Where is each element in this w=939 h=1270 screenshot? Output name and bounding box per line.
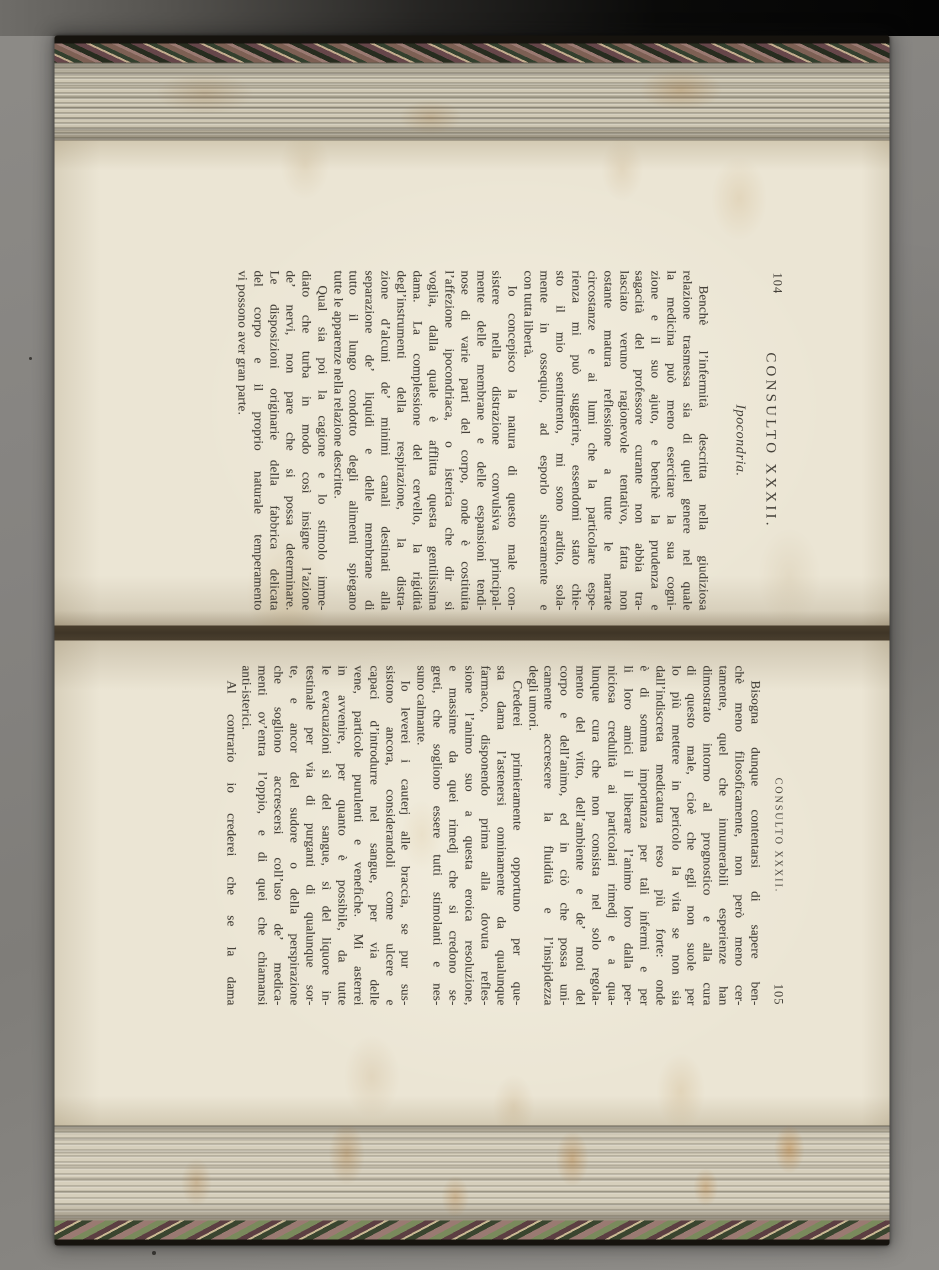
page-number-left: 104 <box>770 272 785 295</box>
text-line: Le disposizioni originarie della fabbrica delicata <box>267 270 283 611</box>
text-line: degl’instrumenti della respirazione, la distra- <box>394 270 410 611</box>
text-line: Io leverei i cauterj alle braccia, se pur sus- <box>398 680 414 1006</box>
text-line: li loro amici il liberare l’animo loro dalla per- <box>621 665 637 1006</box>
text-line: sione l’animo suo a questa eroica resoluzione, <box>462 665 478 1006</box>
page-edges-stack-right <box>55 1126 890 1221</box>
text-line: vene, particole purulenti e venefiche. Mi asterrei <box>351 665 367 1006</box>
text-line: sta dama l’astenersi onninamente da qualunque <box>494 665 510 1006</box>
page-text-left <box>235 271 712 611</box>
page-104 <box>55 141 890 626</box>
text-line: camente accrescere la fluidità e l’insipidezza <box>541 665 557 1006</box>
text-line: la medicina può meno esercitare la sua cogni- <box>664 270 680 611</box>
section-title: Ipocondria. <box>732 404 748 477</box>
dust-speck <box>29 357 32 360</box>
text-line: e massime da quei rimedj che si credono se- <box>446 665 462 1006</box>
book-cover-left-edge <box>55 36 890 63</box>
text-line: sistono ancora, considerandoli come ulcere e <box>383 665 399 1006</box>
text-line: Bisogna dunque contentarsi di sapere ben- <box>748 680 764 1006</box>
chapter-title: CONSULTO XXXII. <box>762 352 779 529</box>
backdrop-top-shadow <box>0 0 939 36</box>
text-line: diato che turba in modo così insigne l’azione <box>299 270 315 611</box>
text-line: relazione trasmessa sia di quel genere nel quale <box>680 270 696 611</box>
text-line: tutto il lungo condotto degli alimenti spiegano <box>346 270 362 611</box>
text-line: corpo e dell’animo, ed in ciò che possa uni- <box>557 665 573 1006</box>
text-line: zione d’alcuni de’ minimi canali destinati alla <box>378 270 394 611</box>
text-line: l’affezione ipocondriaca, o isterica che dir si <box>442 270 458 611</box>
text-line: che sogliono accrescersi coll’uso de’ medica- <box>271 665 287 1006</box>
page-number-right: 105 <box>771 983 786 1006</box>
text-line: mento del vitto, dell’ambiente e de’ moti del <box>573 665 589 1006</box>
dust-speck <box>152 1251 156 1255</box>
text-line: mente in ossequio, ad esporlo sinceramente e <box>537 270 553 611</box>
text-line: zione e il suo ajuto, e benchè la prudenza e <box>648 270 664 611</box>
text-line: dimostrato intorno al prognostico e alla cura <box>700 665 716 1006</box>
text-line: te, e ancor del sudore o della perspirazione <box>287 665 303 1006</box>
text-line: lo più mettere in pericolo la vita se non sia <box>669 665 685 1006</box>
open-book <box>55 36 890 1246</box>
text-line: è di somma importanza per tali infermi e per <box>637 665 653 1006</box>
text-line: rienza mi può suggerire, essendomi stato chie- <box>569 270 585 611</box>
text-line: le evacuazioni sì del sangue, sì del liquore in- <box>319 665 335 1006</box>
page-edges-stack-left <box>55 63 890 141</box>
text-line: farmaco, disponendo prima alla dovuta refles- <box>478 665 494 1006</box>
text-line: Al contrario io crederei che se la dama <box>224 680 240 1006</box>
running-title: CONSULTO XXXII. <box>772 777 784 894</box>
text-line: di questo male, cioè che egli non suole per <box>684 665 700 1006</box>
text-line: del corpo e il proprio naturale temperamento <box>251 270 267 611</box>
text-line: degli umori. <box>526 665 542 731</box>
text-line: lunque cura che non consista nel solo regola- <box>589 665 605 1006</box>
text-line: suno calmante. <box>414 665 430 746</box>
text-line: dama. La complessione del cervello, la rigidità <box>410 270 426 611</box>
text-line: con tutta libertà. <box>521 270 537 359</box>
running-head <box>773 666 784 1006</box>
text-line: capaci d’introdurre nel sangue, per via delle <box>367 665 383 1006</box>
text-line: lasciato veruno ragionevole tentativo, fatta non <box>617 270 633 611</box>
text-line: in avvenire, per quanto è possibile, da tutte <box>335 665 351 1006</box>
text-line: dall’indiscreta medicatura reso più forte: onde <box>653 665 669 1006</box>
text-line: sistere nella distrazione convulsiva principal- <box>489 270 505 611</box>
text-line: circostanze e ai lumi che la particolare espe- <box>585 270 601 611</box>
text-line: Benchè l’infermità descritta nella giudiziosa <box>696 285 712 611</box>
text-line: sto il mio sentimento, mi sono ardito, sola- <box>553 270 569 611</box>
text-line: mente delle membrane e delle espansioni tendi- <box>474 270 490 611</box>
text-line: separazione de’ liquidi e delle membrane di <box>362 270 378 611</box>
text-line: niciosa credulità ai particolari rimedj e a qua- <box>605 665 621 1006</box>
text-line: menti ov’entra l’oppio, e di quei che chiamansi <box>255 665 271 1006</box>
text-line: vi possono aver gran parte. <box>235 270 251 415</box>
text-line: greti, che sogliono essere tutti stimolanti e nes- <box>430 665 446 1006</box>
text-line: nose di varie parti del corpo, onde è costituita <box>458 270 474 611</box>
text-line: tutte le apparenze nella relazione descritte. <box>331 270 347 499</box>
text-line: Io concepisco la natura di questo male con- <box>505 285 521 611</box>
text-line: tamente, quel che innumerabili esperienze han <box>716 665 732 1006</box>
text-line: Qual sia poi la cagione e lo stimolo imme- <box>315 285 331 611</box>
text-line: testinale per via di purganti di qualunque sor- <box>303 665 319 1006</box>
page-105 <box>55 641 890 1126</box>
text-line: sagacità del professore curante non abbia tra- <box>632 270 648 611</box>
book-cover-right-edge <box>55 1221 890 1246</box>
text-line: de’ nervi, non pare che si possa determinare. <box>283 270 299 611</box>
text-line: ostante matura reflessione a tutte le narrate <box>601 270 617 611</box>
text-line: chè meno filosoficamente, non però meno cer- <box>732 665 748 1006</box>
page-text-right <box>223 666 763 1006</box>
text-line: Crederei primieramente opportuno per que- <box>510 680 526 1006</box>
text-line: anti-isterici. <box>240 665 255 731</box>
text-line: voglia, dalla quale è afflitta questa gentilissima <box>426 270 442 611</box>
